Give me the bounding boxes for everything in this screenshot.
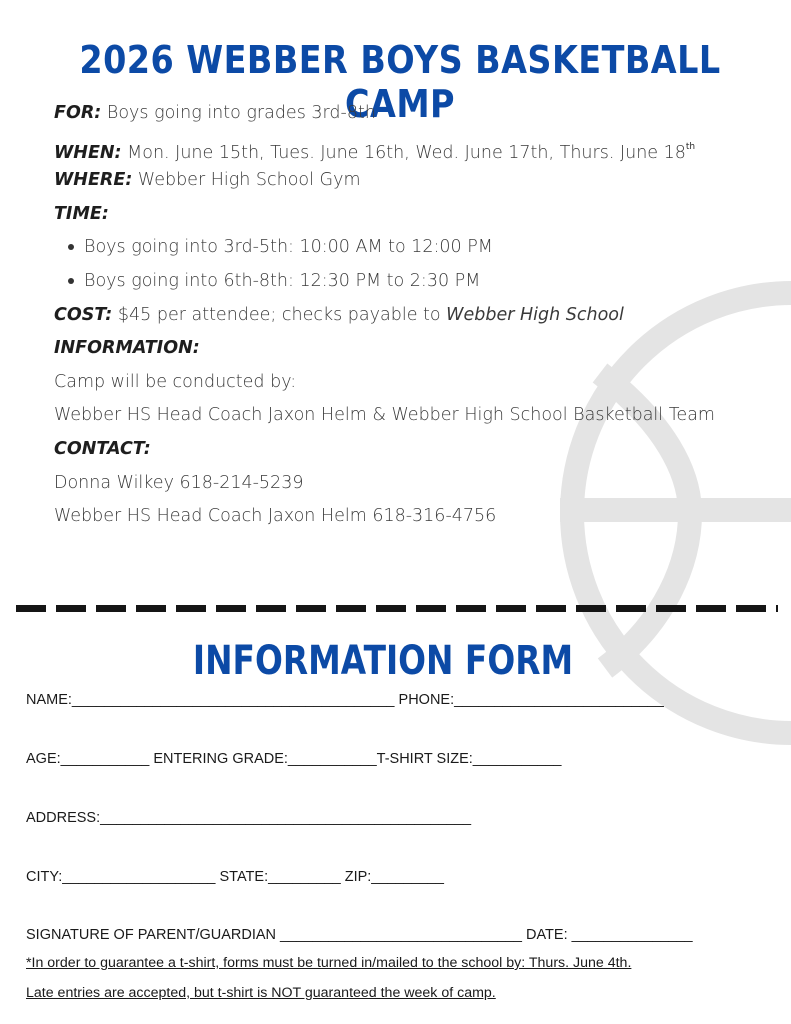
for-row [54, 100, 715, 134]
where-row [54, 167, 715, 201]
time-label: TIME: [54, 203, 109, 224]
bullet-icon [68, 244, 74, 250]
city-state-zip-field[interactable]: CITY:___________________ STATE:_________ ZIP:_________ [26, 869, 444, 885]
contact-label: CONTACT: [54, 438, 151, 459]
contact-text: Donna Wilkey 618-214-5239 [54, 472, 304, 493]
information-label: INFORMATION: [54, 338, 200, 359]
contact-row [54, 436, 715, 470]
time-row [54, 201, 715, 235]
list-item [54, 268, 715, 302]
when-superscript: th [685, 141, 696, 152]
tshirt-deadline-note: *In order to guarantee a t-shirt, forms must be turned in/mailed to the school by: Thurs. June 4th. [26, 955, 632, 971]
information-row [54, 335, 715, 369]
cut-line-divider [16, 605, 778, 612]
signature-date-field[interactable]: SIGNATURE OF PARENT/GUARDIAN ______________________________ DATE: _______________ [26, 927, 693, 943]
time-item: Boys going into 6th-8th: 12:30 PM to 2:30 PM [84, 270, 481, 291]
camp-details [54, 100, 715, 537]
bullet-icon [68, 278, 74, 284]
time-item: Boys going into 3rd-5th: 10:00 AM to 12:00 PM [84, 237, 493, 258]
age-grade-shirt-field[interactable]: AGE:___________ ENTERING GRADE:___________T-SHIRT SIZE:___________ [26, 751, 562, 767]
cost-payee: Webber High School [446, 304, 624, 325]
when-value: Mon. June 15th, Tues. June 16th, Wed. June 17th, Thurs. June 18 [127, 142, 686, 163]
cost-value: $45 per attendee; checks payable to [117, 304, 441, 325]
contact-line [54, 503, 715, 537]
form-title: INFORMATION FORM [192, 638, 574, 684]
when-label: WHEN: [54, 142, 122, 163]
information-line [54, 402, 715, 436]
list-item [54, 234, 715, 268]
page-title: 2026 WEBBER BOYS BASKETBALL CAMP [79, 38, 721, 126]
information-text: Webber HS Head Coach Jaxon Helm & Webber High School Basketball Team [54, 405, 715, 426]
where-value: Webber High School Gym [137, 170, 361, 191]
information-text: Camp will be conducted by: [54, 371, 297, 392]
cost-label: COST: [54, 304, 113, 325]
where-label: WHERE: [54, 170, 133, 191]
name-phone-field[interactable]: NAME:________________________________________ PHONE:__________________________ [26, 692, 664, 708]
for-label: FOR: [54, 103, 102, 123]
cost-row [54, 302, 715, 336]
when-row [54, 134, 715, 168]
for-value: Boys going into grades 3rd-8th [106, 103, 376, 123]
contact-text: Webber HS Head Coach Jaxon Helm 618-316-4756 [54, 506, 497, 527]
late-entry-note: Late entries are accepted, but t-shirt is NOT guaranteed the week of camp. [26, 985, 496, 1001]
information-line [54, 369, 715, 403]
address-field[interactable]: ADDRESS:______________________________________________ [26, 810, 472, 826]
contact-line [54, 470, 715, 504]
